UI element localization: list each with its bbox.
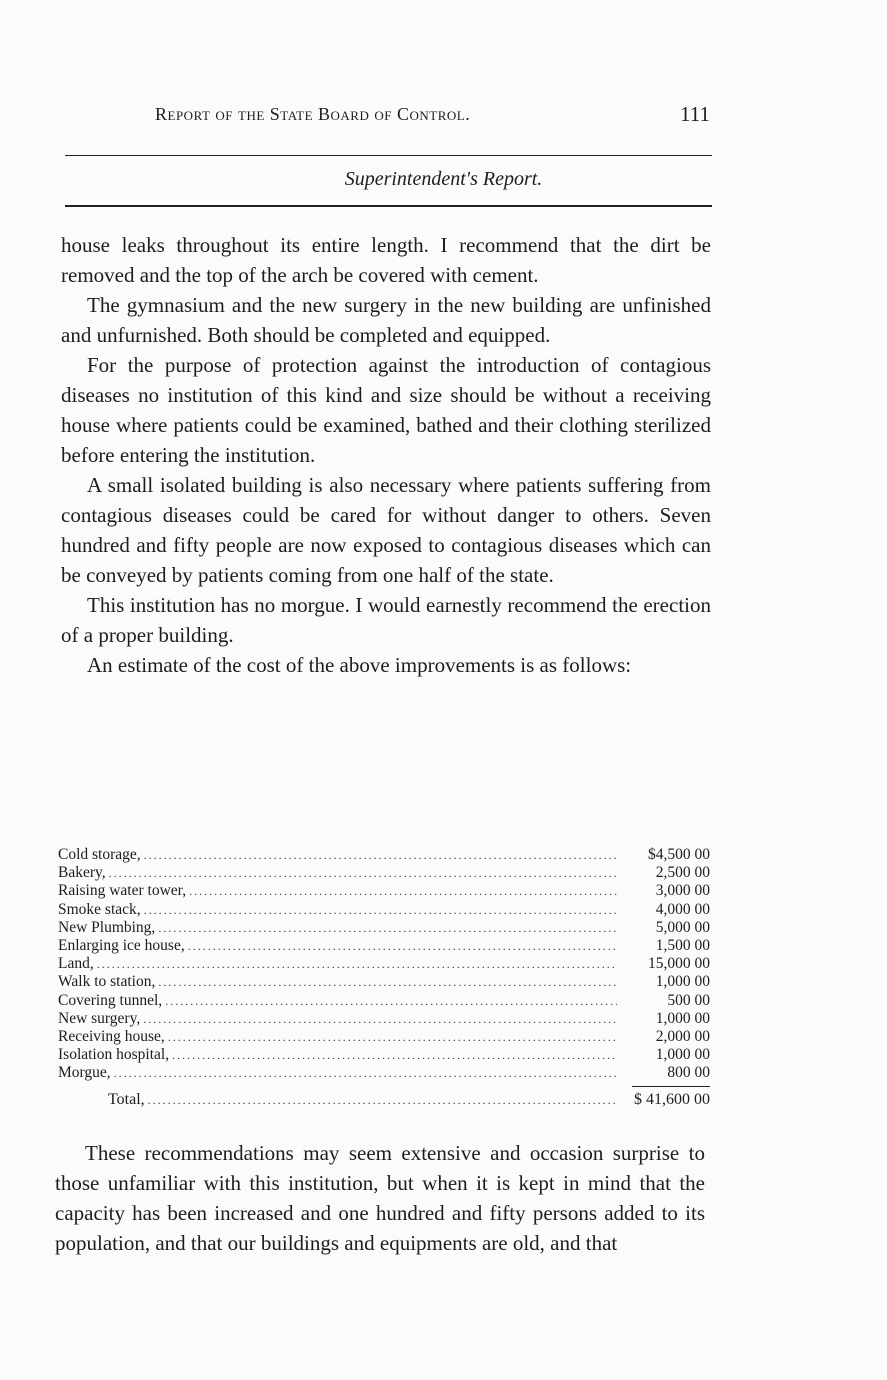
section-rule: [65, 205, 712, 207]
header-rule: [65, 155, 712, 156]
closing-paragraph: These recommendations may seem extensive and occasion surprise to those unfamiliar with this institution, but when it is kept in mind that the capacity has been increased and one hundred and fifty persons added to its population, and that our buildings and equipments are old, and that: [55, 1141, 705, 1255]
dot-leader: [158, 973, 617, 991]
estimate-row: [58, 1010, 710, 1028]
dot-leader: [144, 846, 617, 864]
total-label: Total,: [108, 1091, 145, 1109]
item-label: New surgery,: [58, 1009, 141, 1027]
item-label: Isolation hospital,: [58, 1046, 170, 1064]
estimate-row: [58, 1028, 710, 1046]
paragraph: house leaks throughout its entire length. I recommend that the dirt be removed and the top of the arch be covered with cement.: [61, 233, 711, 287]
item-amount: 2,500 00: [655, 864, 710, 882]
paragraph: A small isolated building is also necessary where patients suffering from contagious diseases could be cared for without danger to others. Seven hundred and fifty people are now exposed to contagious diseases which can be conveyed by patients coming from one half of the state.: [61, 473, 711, 587]
item-label: Receiving house,: [58, 1027, 165, 1045]
item-amount: $4,500 00: [648, 846, 710, 863]
item-amount: 4,000 00: [655, 900, 710, 918]
estimate-row: [58, 846, 710, 864]
item-amount: 1,000 00: [655, 973, 710, 991]
paragraph: The gymnasium and the new surgery in the new building are unfinished and unfurnished. Both should be completed and equipped.: [61, 293, 711, 347]
section-title: Superintendent's Report.: [344, 168, 543, 190]
paragraph: An estimate of the cost of the above improvements is as follows:: [87, 653, 632, 677]
running-title: Report of the State Board of Control.: [155, 104, 471, 124]
item-label: New Plumbing,: [58, 918, 156, 936]
item-label: Walk to station,: [58, 973, 156, 991]
item-label: Land,: [58, 955, 94, 973]
body-text: [61, 230, 711, 680]
dot-leader: [144, 901, 617, 919]
page-number: 111: [680, 102, 710, 126]
estimate-row: [58, 882, 710, 900]
dot-leader: [114, 1064, 617, 1082]
dot-leader: [158, 919, 617, 937]
dot-leader: [188, 937, 617, 955]
estimate-row: [58, 1046, 710, 1064]
item-label: Bakery,: [58, 864, 106, 882]
item-label: Morgue,: [58, 1064, 111, 1082]
item-amount: 800 00: [667, 1064, 710, 1082]
item-amount: 1,000 00: [655, 1009, 710, 1027]
item-amount: 2,000 00: [655, 1027, 710, 1045]
item-amount: 1,500 00: [655, 936, 710, 954]
estimate-row: [58, 992, 710, 1010]
dot-leader: [165, 992, 617, 1010]
dot-leader: [168, 1028, 617, 1046]
dot-leader: [97, 955, 617, 973]
item-amount: 5,000 00: [655, 918, 710, 936]
item-amount: 15,000 00: [648, 955, 710, 973]
estimate-row: [58, 864, 710, 882]
paragraph: This institution has no morgue. I would earnestly recommend the erection of a proper building.: [61, 593, 711, 647]
dot-leader: [109, 864, 617, 882]
estimate-row: [58, 937, 710, 955]
total-row: [58, 1091, 710, 1109]
dot-leader: [189, 882, 617, 900]
item-label: Enlarging ice house,: [58, 936, 185, 954]
item-label: Raising water tower,: [58, 882, 187, 900]
estimate-row: [58, 955, 710, 973]
dot-leader: [172, 1046, 617, 1064]
item-label: Cold storage,: [58, 846, 141, 863]
cost-estimate-table: [58, 846, 710, 1110]
estimate-row: [58, 973, 710, 991]
total-amount: $ 41,600 00: [634, 1091, 710, 1109]
estimate-row: [58, 919, 710, 937]
page-header: [65, 100, 710, 128]
paragraph: For the purpose of protection against the introduction of contagious diseases no institution of this kind and size should be without a receiving house where patients could be examined, bathed and their clothing sterilized before entering the institution.: [61, 353, 711, 467]
item-amount: 3,000 00: [655, 882, 710, 900]
closing-text: [55, 1138, 705, 1258]
dot-leader: [148, 1091, 617, 1109]
estimate-row: [58, 1064, 710, 1082]
item-amount: 1,000 00: [655, 1046, 710, 1064]
dot-leader: [143, 1010, 617, 1028]
total-rule: [632, 1086, 710, 1087]
item-label: Smoke stack,: [58, 900, 141, 918]
estimate-row: [58, 901, 710, 919]
item-label: Covering tunnel,: [58, 991, 163, 1009]
item-amount: 500 00: [667, 991, 710, 1009]
